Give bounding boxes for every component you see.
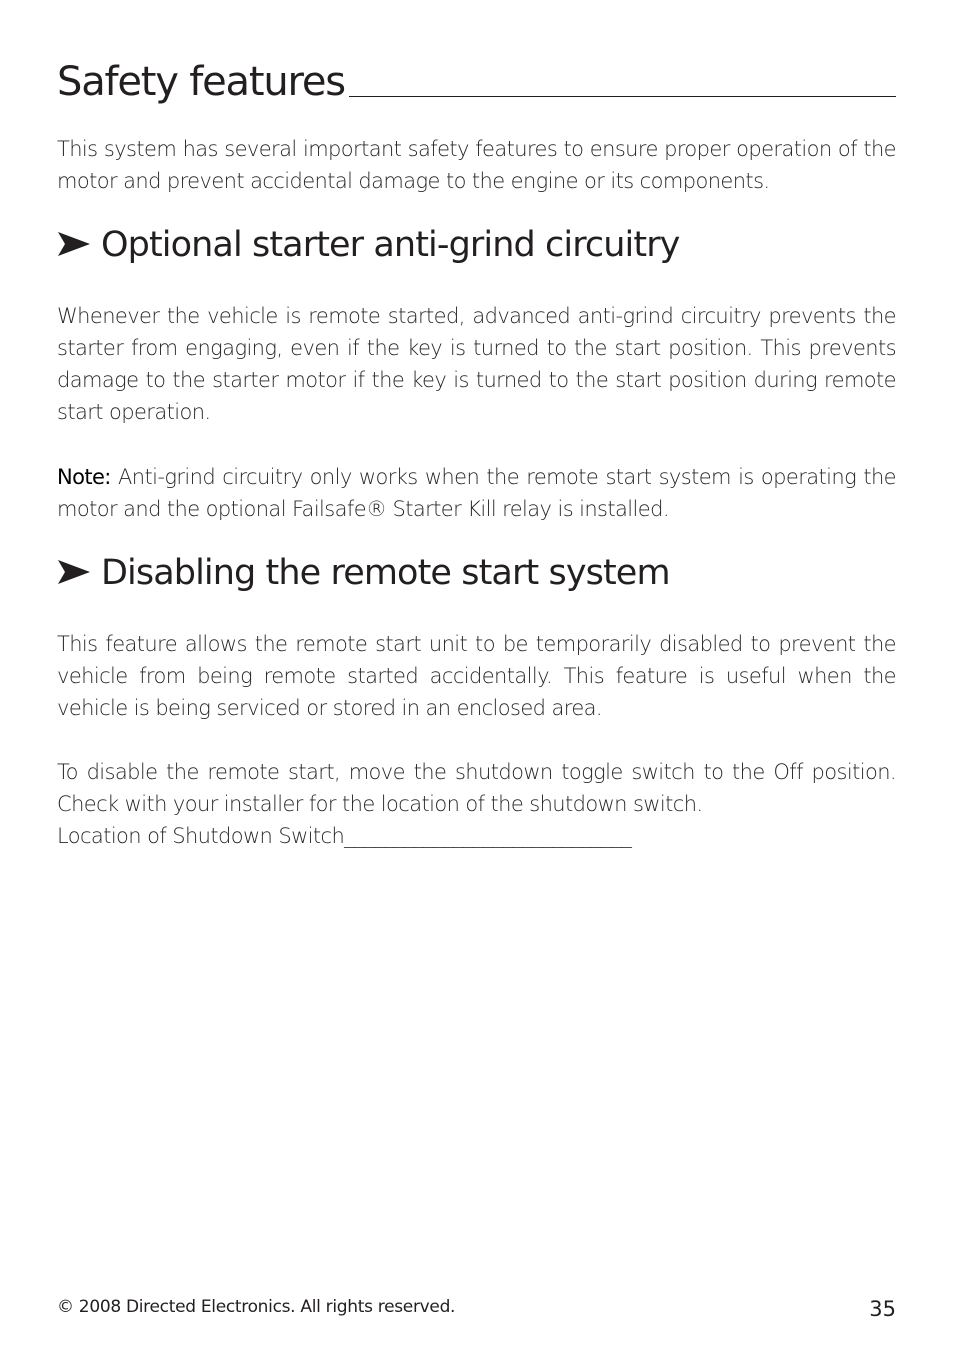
intro-paragraph: This system has several important safety features to ensure proper operation of the motor and prevent accidental damage to the engine or its components.: [57, 137, 896, 193]
page-title: Safety features: [57, 62, 349, 102]
section-heading-disabling: [57, 553, 670, 593]
page-number: 35: [869, 1297, 896, 1321]
arrow-bullet-icon: [57, 559, 91, 585]
section-heading-anti-grind: [57, 225, 680, 265]
anti-grind-paragraph: Whenever the vehicle is remote started, advanced anti-grind circuitry prevents the starter from engaging, even if the key is turned to the start position. This prevents damage to the starter motor if the key is turned to the start position during remote start operation.: [57, 304, 896, 424]
section-heading-label: Disabling the remote start system: [101, 553, 670, 593]
note-text: Anti-grind circuitry only works when the remote start system is operating the motor and the optional Failsafe® Starter Kill relay is installed.: [57, 465, 896, 521]
section-heading-label: Optional starter anti-grind circuitry: [101, 225, 680, 265]
copyright-footer: © 2008 Directed Electronics. All rights reserved.: [57, 1297, 456, 1317]
disabling-instructions: To disable the remote start, move the shutdown toggle switch to the Off position. Check with your installer for the location of the shutdown switch.: [57, 760, 896, 816]
note-label: Note:: [57, 465, 111, 489]
anti-grind-note: [57, 461, 896, 525]
arrow-bullet-icon: [57, 231, 91, 257]
disabling-paragraph: This feature allows the remote start unit to be temporarily disabled to prevent the vehicle from being remote started accidentally. This feature is useful when the vehicle is being serviced or stored in an enclosed area.: [57, 632, 896, 720]
shutdown-switch-location-field: Location of Shutdown Switch_____________________________: [57, 824, 632, 848]
page-title-rule: [57, 52, 896, 105]
